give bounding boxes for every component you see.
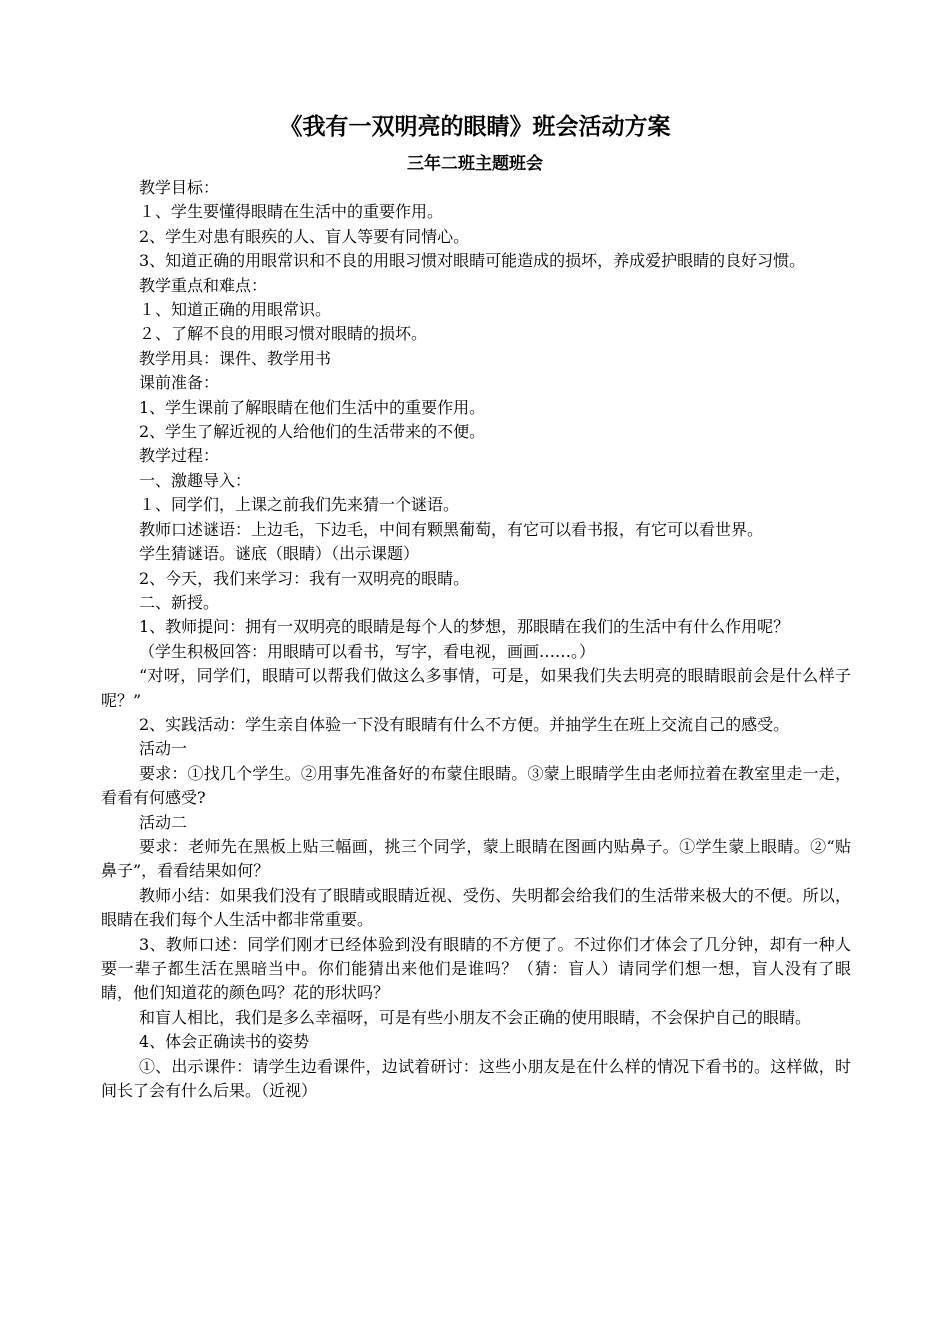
paragraph: 教学用具：课件、教学用书 bbox=[139, 348, 332, 368]
paragraph: 教学重点和难点： bbox=[139, 275, 268, 295]
paragraph: 要求：老师先在黑板上贴三幅画，挑三个同学，蒙上眼睛在图画内贴鼻子。①学生蒙上眼睛。②“贴鼻子”，看看结果如何？ bbox=[101, 836, 851, 881]
paragraph: 2、学生对患有眼疾的人、盲人等要有同情心。 bbox=[139, 226, 470, 246]
paragraph: 4、体会正确读书的姿势 bbox=[139, 1032, 310, 1052]
paragraph: 活动一 bbox=[139, 739, 188, 759]
paragraph: １、学生要懂得眼睛在生活中的重要作用。 bbox=[139, 202, 444, 222]
paragraph: 教师小结：如果我们没有了眼睛或眼睛近视、受伤、失明都会给我们的生活带来极大的不便。所以，眼睛在我们每个人生活中都非常重要。 bbox=[101, 885, 851, 930]
paragraph: １、知道正确的用眼常识。 bbox=[139, 300, 332, 320]
paragraph: 2、学生了解近视的人给他们的生活带来的不便。 bbox=[139, 422, 486, 442]
paragraph: 1、教师提问：拥有一双明亮的眼睛是每个人的梦想，那眼睛在我们的生活中有什么作用呢？ bbox=[139, 617, 790, 637]
paragraph: 学生猜谜语。谜底（眼睛）（出示课题） bbox=[139, 544, 420, 564]
document-subtitle: 三年二班主题班会 bbox=[407, 154, 543, 174]
paragraph: “对呀，同学们，眼睛可以帮我们做这么多事情，可是，如果我们失去明亮的眼睛眼前会是什么样子呢？” bbox=[101, 666, 851, 710]
document-title: 《我有一双明亮的眼睛》班会活动方案 bbox=[279, 113, 671, 140]
paragraph: （学生积极回答：用眼睛可以看书，写字，看电视，画画……。） bbox=[139, 641, 596, 661]
paragraph: 1、学生课前了解眼睛在他们生活中的重要作用。 bbox=[139, 397, 486, 417]
paragraph: 3、知道正确的用眼常识和不良的用眼习惯对眼睛可能造成的损坏，养成爱护眼睛的良好习惯。 bbox=[139, 251, 806, 271]
paragraph: 和盲人相比，我们是多么幸福呀，可是有些小朋友不会正确的使用眼睛，不会保护自己的眼睛。 bbox=[139, 1007, 812, 1027]
paragraph: 教学过程： bbox=[139, 446, 220, 466]
paragraph: １、同学们，上课之前我们先来猜一个谜语。 bbox=[139, 495, 460, 515]
paragraph: 一、激趣导入： bbox=[139, 470, 252, 490]
paragraph: 二、新授。 bbox=[139, 592, 220, 612]
paragraph: 课前准备： bbox=[139, 373, 220, 393]
paragraph: 要求：①找几个学生。②用事先准备好的布蒙住眼睛。③蒙上眼睛学生由老师拉着在教室里走一走，看看有何感受? bbox=[101, 763, 851, 808]
paragraph: ２、了解不良的用眼习惯对眼睛的损坏。 bbox=[139, 324, 428, 344]
paragraph: 教师口述谜语：上边毛，下边毛，中间有颗黑葡萄，有它可以看书报，有它可以看世界。 bbox=[139, 519, 764, 539]
paragraph: 2、实践活动：学生亲自体验一下没有眼睛有什么不方便。并抽学生在班上交流自己的感受。 bbox=[139, 714, 790, 734]
paragraph: 活动二 bbox=[139, 812, 188, 832]
paragraph: 教学目标： bbox=[139, 178, 220, 197]
document-body bbox=[101, 176, 851, 1103]
paragraph: 2、今天，我们来学习：我有一双明亮的眼睛。 bbox=[139, 568, 470, 588]
paragraph: ①、出示课件：请学生边看课件，边试着研讨：这些小朋友是在什么样的情况下看书的。这样做，时间长了会有什么后果。（近视） bbox=[101, 1056, 851, 1101]
paragraph: 3、教师口述：同学们刚才已经体验到没有眼睛的不方便了。不过你们才体会了几分钟，却有一种人要一辈子都生活在黑暗当中。你们能猜出来他们是谁吗？（猜：盲人）请同学们想一想，盲人没有了眼睛，他们知道花的颜色吗？花的形状吗？ bbox=[101, 934, 851, 1003]
